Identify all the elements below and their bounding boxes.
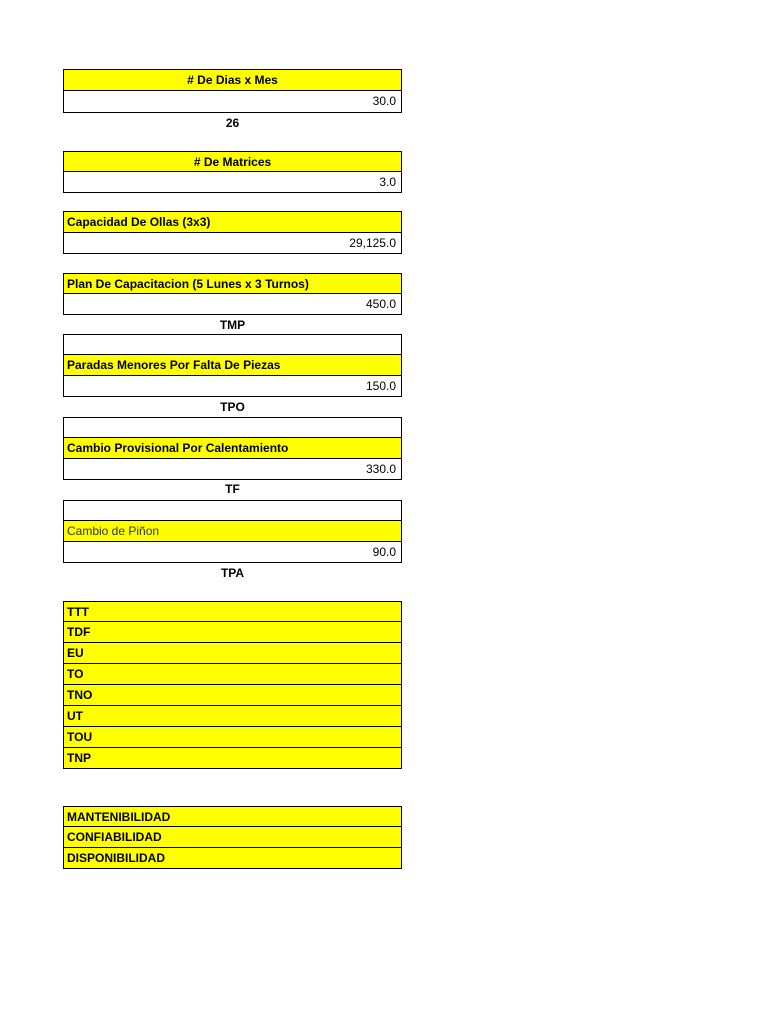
capacidad-header[interactable]: Capacidad De Ollas (3x3) (63, 211, 402, 233)
metric-row[interactable]: EU (63, 643, 402, 664)
matrices-header[interactable]: # De Matrices (63, 151, 402, 172)
paradas-header[interactable]: Paradas Menores Por Falta De Piezas (63, 355, 402, 376)
tpa-label: TPA (220, 566, 245, 580)
cambio-prov-header[interactable]: Cambio Provisional Por Calentamiento (63, 438, 402, 459)
metric-row[interactable]: TNP (63, 748, 402, 769)
tf-label: TF (225, 482, 240, 496)
tmp-label: TMP (219, 318, 246, 332)
pinon-header[interactable]: Cambio de Piñon (63, 521, 402, 542)
cambio-prov-blank-row[interactable] (63, 417, 402, 438)
plan-value[interactable]: 450.0 (63, 294, 402, 315)
indicator-row[interactable]: MANTENIBILIDAD (63, 806, 402, 827)
plan-header[interactable]: Plan De Capacitacion (5 Lunes x 3 Turnos) (63, 273, 402, 294)
dias-mes-note: 26 (225, 116, 240, 130)
tpo-label: TPO (220, 400, 245, 414)
metric-row[interactable]: TOU (63, 727, 402, 748)
paradas-blank-row[interactable] (63, 334, 402, 355)
indicator-row[interactable]: CONFIABILIDAD (63, 827, 402, 848)
pinon-blank-row[interactable] (63, 500, 402, 521)
paradas-value[interactable]: 150.0 (63, 376, 402, 397)
dias-mes-header[interactable]: # De Dias x Mes (63, 69, 402, 91)
dias-mes-value[interactable]: 30.0 (63, 91, 402, 113)
indicator-row[interactable]: DISPONIBILIDAD (63, 848, 402, 869)
pinon-value[interactable]: 90.0 (63, 542, 402, 563)
matrices-value[interactable]: 3.0 (63, 172, 402, 193)
cambio-prov-value[interactable]: 330.0 (63, 459, 402, 480)
metric-row[interactable]: TO (63, 664, 402, 685)
metric-row[interactable]: TNO (63, 685, 402, 706)
metric-row[interactable]: UT (63, 706, 402, 727)
metric-row[interactable]: TDF (63, 622, 402, 643)
capacidad-value[interactable]: 29,125.0 (63, 233, 402, 254)
metric-row[interactable]: TTT (63, 601, 402, 622)
